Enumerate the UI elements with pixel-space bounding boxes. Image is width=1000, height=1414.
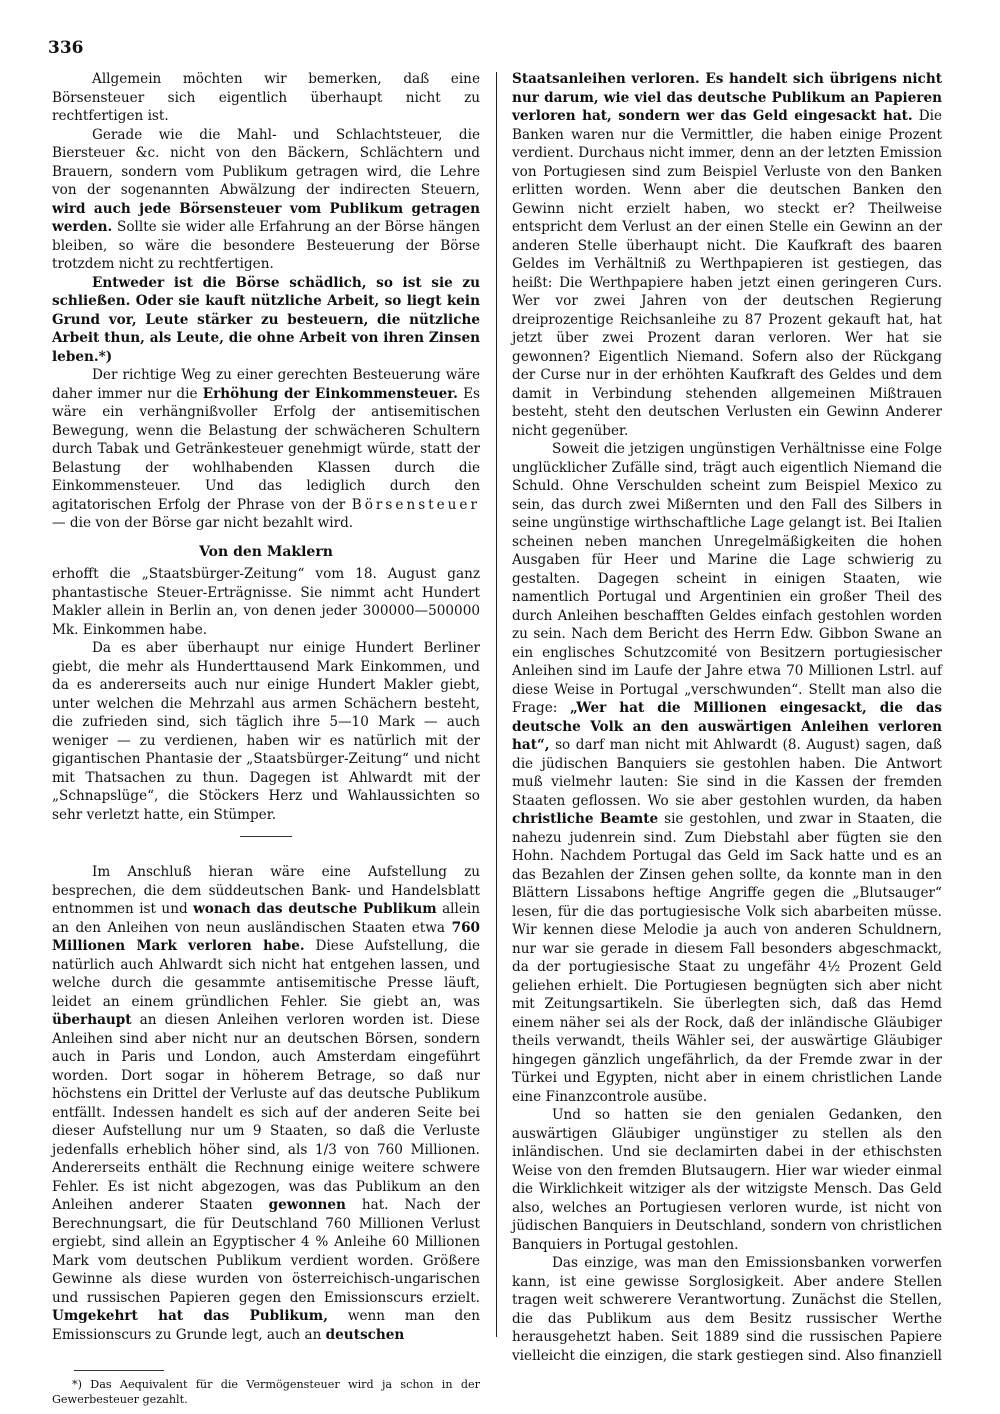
emphasis: „Wer hat die Millionen eingesackt, die das deutsche Volk an den auswärtigen Anleihen verloren hat“, xyxy=(512,700,943,753)
text: an diesen Anleihen verloren worden ist. Diese Anleihen sind aber nicht nur an deutschen Börsen, sondern auch in Paris und London, auch Amsterdam eingeführt worden. Dort sogar in höherem Betrage, so daß nur höchstens ein Drittel der Verluste auf das deutsche Publikum entfällt. Indessen handelt es sich auf der anderen Seite bei dieser Aufstellung nur um 9 Staaten, so daß die Verluste jedenfalls erheblich höher sind, als 1/3 von 760 Millionen. Andererseits enthält die Rechnung einige weitere schwere Fehler. Es ist nicht abgezogen, was das Publikum an den Anleihen anderer Staaten xyxy=(52,1012,480,1213)
right-column xyxy=(512,70,942,1365)
column-divider xyxy=(496,72,497,1337)
text: Die Banken waren nur die Vermittler, die haben einige Prozent verdient. Durchaus nicht immer, denn an der letzten Emission von Portugiesen sind zum Beispiel Verluste von den Banken erlitten worden. Wenn aber die deutschen Banken den Gewinn nicht erzielt haben, wo steckt er? Theilweise entspricht dem Verlust an der einen Stelle ein Gewinn an der anderen Stelle überhaupt nicht. Die Kaufkraft des baaren Geldes im Verhältniß zu Werthpapieren ist gestiegen, das heißt: Die Werthpapiere haben jetzt einen geringeren Curs. Wer vor zwei Jahren von der deutschen Regierung dreiprozentige Reichsanleihe zu 87 Prozent gekauft hat, hat jetzt über zwei Prozent daran verloren. Wer hat sie gewonnen? Eigentlich Niemand. Sofern also der Rückgang der Curse nur in der erhöhten Kaufkraft des Geldes und dem damit in Verbindung stehenden allgemeinen Mißtrauen besteht, steht den deutschen Verlusten ein Gewinn Anderer nicht gegenüber. xyxy=(512,108,942,439)
text: wenn man den Emissionscurs zu Grunde legt, auch an xyxy=(52,1308,480,1343)
section-separator xyxy=(240,836,292,837)
paragraph: Und so hatten sie den genialen Gedanken, den auswärtigen Gläubiger ungünstiger zu stellen als den inländischen. Und sie declamirten dabei in der ethischsten Weise von den fremden Blutsaugern. Hier war wieder einmal die Wirklichkeit witziger als der witzigste Mensch. Das Geld also, welches an Portugiesen verloren wurde, ist nicht von jüdischen Banquiers in Deutschland, sondern von christlichen Banquiers in Portugal gestohlen. xyxy=(512,1107,942,1253)
text: Der richtige Weg zu einer gerechten Besteuerung wäre daher immer nur die xyxy=(52,367,480,402)
emphasis: überhaupt xyxy=(52,1012,132,1028)
paragraph xyxy=(52,863,480,1344)
text: Sollte sie wider alle Erfahrung an der Börse hängen bleiben, so wäre die besondere Besteuerung der Börse trotzdem nicht zu rechtfertigen. xyxy=(52,219,480,272)
paragraph xyxy=(512,440,942,1106)
text: allein an den Anleihen von neun ausländischen Staaten etwa xyxy=(52,901,481,936)
paragraph-emphasis: Entweder ist die Börse schädlich, so ist sie zu schließen. Oder sie kauft nützliche Arbeit, so liegt kein Grund vor, Leute stärker zu besteuern, die nützliche Arbeit thun, als Leute, die ohne Arbeit von ihren Zinsen leben.*) xyxy=(52,274,480,365)
text: — die von der Börse gar nicht bezahlt wird. xyxy=(52,515,354,531)
emphasis: christliche Beamte xyxy=(512,811,659,827)
text: so darf man nicht mit Ahlwardt (8. August) sagen, daß die jüdischen Banquiers sie gestohlen haben. Die Antwort muß vielmehr lauten: Sie sind in die Kassen der fremden Staaten geflossen. Wo sie aber gestohlen wurden, da haben xyxy=(512,737,942,809)
emphasis: deutschen xyxy=(325,1326,405,1343)
emphasis: Staatsanleihen verloren. Es handelt sich übrigens nicht nur darum, wie viel das deutsche Publikum an Papieren verloren hat, sondern wer das Geld eingesackt hat. xyxy=(512,71,942,124)
paragraph: Allgemein möchten wir bemerken, daß eine Börsensteuer sich eigentlich überhaupt nicht zu rechtfertigen ist. xyxy=(52,71,480,124)
text: sie gestohlen, und zwar in Staaten, die nahezu judenrein sind. Zum Diebstahl aber fügten sie den Hohn. Nachdem Portugal das Geld im Sack hatte und es an das Bezahlen der Zinsen gehen sollte, da konnte man in den Blättern Lissabons heftige Angriffe gegen die „Blutsauger“ lesen, für die das portugiesische Volk sich abarbeiten müsse. Wir kennen diese Melodie ja auch von anderen Schuldnern, nur war sie gerade in diesem Fall besonders abgeschmackt, da der portugiesische Staat zu ungefähr 4½ Prozent Geld geliehen erhielt. Die Portugiesen begnügten sich aber nicht mit Zeitungsartikeln. Sie überlegten sich, daß das Hemd einem näher sei als der Rock, daß der inländische Gläubiger theils verwandt, theils Wähler sei, der auswärtige Gläubiger hingegen gänzlich ungefährlich, da der Fremde zwar in der Türkei und Egypten, nicht aber in einem christlichen Lande eine Finanzcontrole ausübe. xyxy=(512,811,943,1105)
emphasis: wonach das deutsche Publikum xyxy=(193,901,437,917)
emphasis: Umgekehrt hat das Publikum, xyxy=(52,1308,328,1324)
text: Es wäre ein verhängnißvoller Erfolg der antisemitischen Bewegung, wenn die Belastung der schwächeren Schultern durch Tabak und Getränkesteuer genehmigt würde, statt der Belastung der wohlhabenden Klassen durch die Einkommensteuer. Und das lediglich durch den agitatorischen Erfolg der Phrase von der xyxy=(52,385,480,513)
paragraph xyxy=(52,366,480,533)
paragraph: erhofft die „Staatsbürger-Zeitung“ vom 18. August ganz phantastische Steuer-Erträgnisse. Sie nimmt acht Hundert Makler allein in Berlin an, von denen jeder 300000—500000 Mk. Einkommen habe. xyxy=(52,566,480,638)
text: Gerade wie die Mahl- und Schlachtsteuer, die Biersteuer &c. nicht von den Bäckern, Schlächtern und Brauern, sondern vom Publikum getragen wird, die Lehre von der sogenannten Abwälzung der indirecten Steuern, xyxy=(52,126,480,198)
paragraph xyxy=(52,126,480,274)
footnote: *) Das Aequivalent für die Vermögensteuer wird ja schon in der Gewerbesteuer gezahlt. xyxy=(52,1378,480,1406)
footnote-rule xyxy=(74,1370,164,1371)
emphasis: Erhöhung der Einkommensteuer. xyxy=(202,385,458,402)
paragraph: Das einzige, was man den Emissionsbanken vorwerfen kann, ist eine gewisse Sorglosigkeit. Aber andere Stellen tragen weit schwerere Verantwortung. Zunächst die Stellen, die das Publikum aus dem Besitz russischer Werthe herausgehetzt haben. Seit 1889 sind die russischen Papiere vielleicht die einzigen, die stark gestiegen sind. Also finanziell xyxy=(512,1255,942,1364)
emphasis: gewonnen xyxy=(268,1197,346,1213)
spaced-word: Börsensteuer xyxy=(351,496,480,513)
paragraph: Da es aber überhaupt nur einige Hundert Berliner giebt, die mehr als Hunderttausend Mark Einkommen, und da es andererseits auch nur einige Hundert Makler giebt, unter welchen die Mehrzahl aus armen Schächern besteht, die zufrieden sind, sich täglich ihre 5—10 Mark — auch weniger — zu verdienen, haben wir es natürlich mit der gigantischen Phantasie der „Staatsbürger-Zeitung“ und nicht mit Thatsachen zu thun. Dagegen ist Ahlwardt mit der „Schnapslüge“, die Stöckers Herz und Wahlaussichten so sehr verletzt hatte, ein Stümper. xyxy=(52,640,480,823)
emphasis: wird auch jede Börsensteuer vom Publikum getragen werden. xyxy=(52,200,480,235)
paragraph xyxy=(512,70,942,440)
text: Diese Aufstellung, die natürlich auch Ahlwardt sich nicht hat entgehen lassen, und welche durch die gesammte antisemitische Presse läuft, leidet an einem gründlichen Fehler. Sie giebt an, was xyxy=(52,938,480,1010)
text: Im Anschluß hieran wäre eine Aufstellung zu besprechen, die dem süddeutschen Bank- und Handelsblatt entnommen ist und xyxy=(52,864,480,917)
text: hat. Nach der Berechnungsart, die für Deutschland 760 Millionen Verlust ergiebt, sind allein an Egyptischer 4 % Anleihe 60 Millionen Mark vom deutschen Publikum verdient worden. Größere Gewinne als diese wurden von österreichisch-ungarischen und russischen Papieren gegen den Emissionscurs erzielt. xyxy=(52,1197,481,1306)
page-number: 336 xyxy=(48,38,84,58)
left-column xyxy=(52,70,480,1407)
text: Soweit die jetzigen ungünstigen Verhältnisse eine Folge unglücklicher Zufälle sind, trägt auch eigentlich Niemand die Schuld. Ohne Verschulden scheint zum Beispiel Mexico zu sein, das durch zwei Mißernten und den Fall des Silbers in seine ungünstige wirthschaftliche Lage gelangt ist. Bei Italien scheinen neben manchen Unregelmäßigkeiten die hohen Ausgaben für Heer und Marine die Lage schwierig zu gestalten. Dagegen scheint in einigen Staaten, wie namentlich Portugal und Argentinien ein großer Theil des durch Anleihen beschafften Geldes einfach gestohlen worden zu sein. Nach dem Bericht des Herrn Edw. Gibbon Swane an ein englisches Schutzcomité von Besitzern portugiesischer Anleihen sind im Laufe der Jahre etwa 70 Millionen Lstrl. auf diese Weise in Portugal „verschwunden“. Stellt man also die Frage: xyxy=(512,441,942,716)
emphasis: 760 Millionen Mark verloren habe. xyxy=(52,919,480,954)
section-heading: Von den Maklern xyxy=(199,543,333,560)
